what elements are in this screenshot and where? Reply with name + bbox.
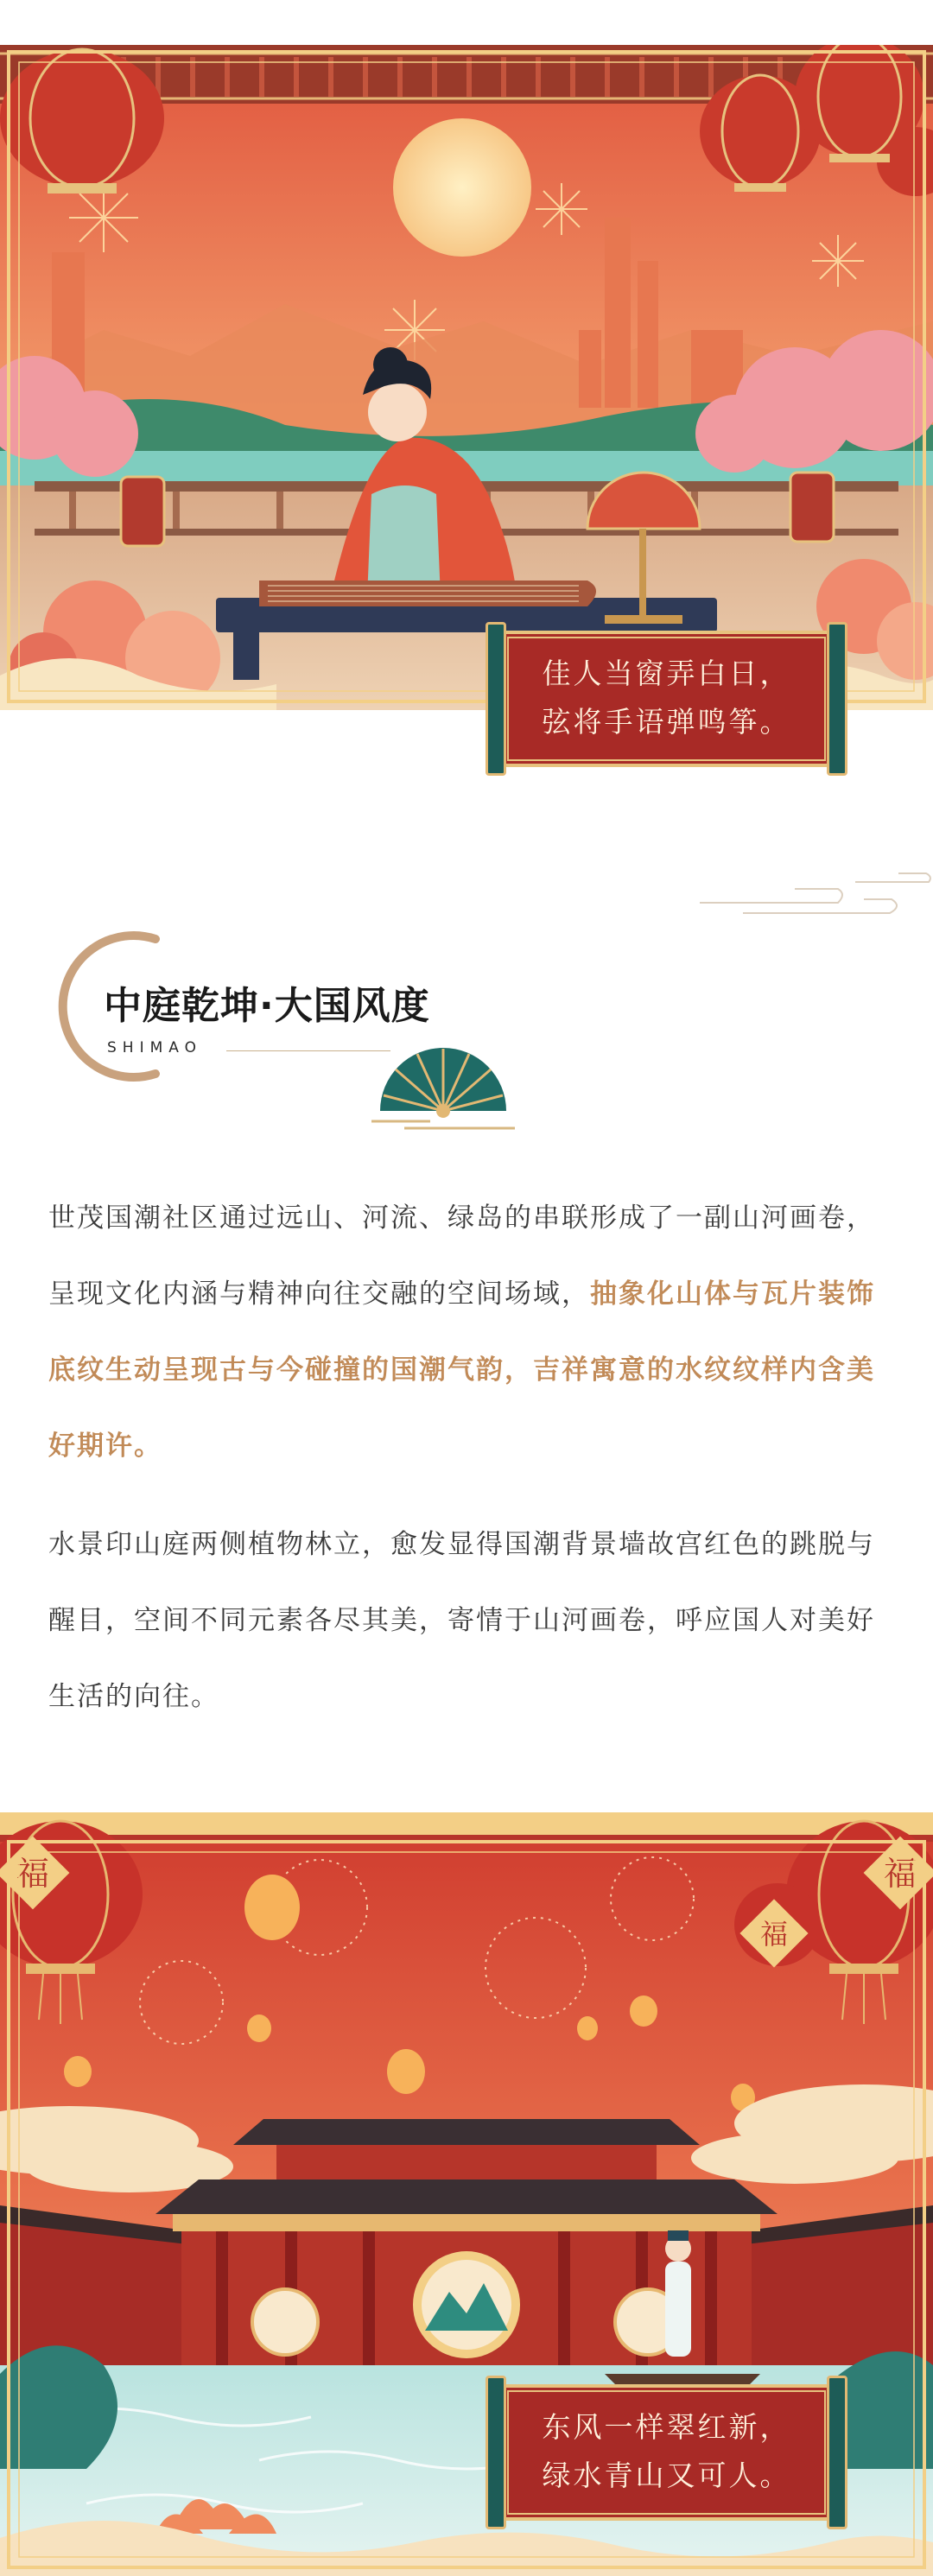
fan-icon (370, 1035, 517, 1132)
section-subtitle: SHIMAO (107, 1039, 202, 1056)
scroll-rod-left (486, 622, 506, 776)
fortune-char-mid: 福 (759, 1918, 789, 1951)
poem-scroll-bottom (501, 2384, 832, 2521)
poem-line-1: 佳人当窗弄白日， (542, 657, 791, 690)
cloud-line-decoration (691, 868, 933, 920)
fortune-char-left: 福 (16, 1855, 50, 1893)
scroll-rod-right (827, 622, 847, 776)
section-title: 中庭乾坤·大国风度 (104, 984, 430, 1028)
poem-line-1: 东风一样翠红新， (542, 2410, 791, 2444)
fortune-char-right: 福 (883, 1855, 917, 1893)
poem-line-2: 弦将手语弹鸣筝。 (542, 705, 791, 739)
scroll-rod-left (486, 2376, 506, 2529)
intro-paragraph (48, 1180, 895, 1484)
detail-paragraph: 水景印山庭两侧植物林立，愈发显得国潮背景墙故宫红色的跳脱与醒目，空间不同元素各尽其美，寄情于山河画卷，呼应国人对美好生活的向往。 (48, 1529, 875, 1712)
scroll-rod-right (827, 2376, 847, 2529)
poem-scroll-top (501, 631, 832, 767)
intro-highlight: 抽象化山体与瓦片装饰底纹生动呈现古与今碰撞的国潮气韵，吉祥寓意的水纹纹样内含美好期许。 (48, 1278, 875, 1462)
subtitle-divider (226, 1050, 390, 1051)
intro-text: 世茂国潮社区通过远山、河流、绿岛的串联形成了一副山河画卷，呈现文化内涵与精神向往交融的空间场域， (48, 1202, 875, 1310)
poem-line-2: 绿水青山又可人。 (542, 2459, 791, 2492)
illustration-guzheng-terrace (0, 45, 933, 710)
